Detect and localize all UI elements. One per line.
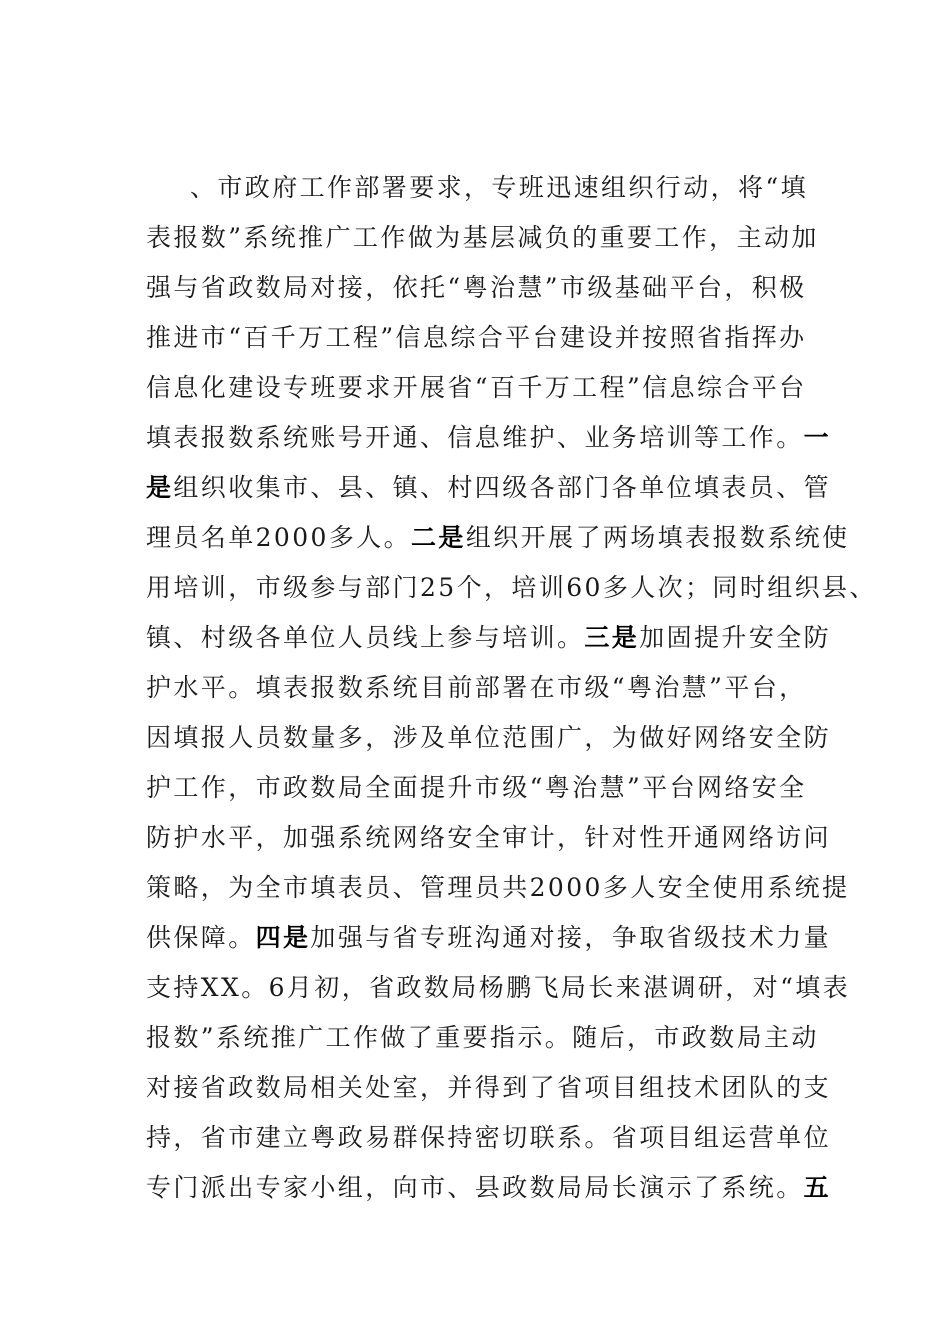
text-line-1 <box>190 171 808 205</box>
text-line-19 <box>146 1071 831 1105</box>
bold-marker: 二是 <box>411 523 466 552</box>
text-run: 加强与省专班沟通对接，争取省级技术力量 <box>310 923 832 952</box>
text-run: 镇、村级各单位人员线上参与培训。 <box>146 623 585 652</box>
text-line-2 <box>146 221 819 255</box>
text-run: 防护水平，加强系统网络安全审计，针对性开通网络访问 <box>146 823 832 852</box>
text-line-5 <box>146 371 807 405</box>
text-line-12 <box>146 721 831 755</box>
text-run: 对接省政数局相关处室，并得到了省项目组技术团队的支 <box>146 1073 832 1102</box>
text-run: 供保障。 <box>146 923 256 952</box>
text-line-15 <box>146 871 849 905</box>
text-run: 加固提升安全防 <box>639 623 832 652</box>
text-line-4 <box>146 321 807 355</box>
text-run: 表报数”系统推广工作做为基层减负的重要工作，主动加 <box>146 223 819 252</box>
bold-marker: 三是 <box>584 623 640 652</box>
text-line-11 <box>146 671 807 705</box>
text-line-20 <box>146 1121 831 1155</box>
text-run: 护工作，市政数局全面提升市级“粤治慧”平台网络安全 <box>146 773 807 802</box>
text-line-10 <box>146 621 831 655</box>
text-run: 推进市“百千万工程”信息综合平台建设并按照省指挥办 <box>146 323 807 352</box>
text-line-21 <box>146 1171 831 1205</box>
text-line-6 <box>146 421 831 455</box>
text-line-3 <box>146 271 807 305</box>
text-line-7 <box>146 471 831 505</box>
text-run: 用培训，市级参与部门25个，培训60多人次；同时组织县、 <box>146 573 877 602</box>
text-line-8 <box>146 521 849 555</box>
text-run: 组织开展了两场填表报数系统使 <box>465 523 850 552</box>
text-run: 支持XX。6月初，省政数局杨鹏飞局长来湛调研，对“填表 <box>146 973 851 1002</box>
text-run: 因填报人员数量多，涉及单位范围广，为做好网络安全防 <box>146 723 832 752</box>
text-run: 专门派出专家小组，向市、县政数局局长演示了系统。 <box>146 1173 804 1202</box>
text-run: 报数”系统推广工作做了重要指示。随后，市政数局主动 <box>146 1023 819 1052</box>
text-run: 策略，为全市填表员、管理员共2000多人安全使用系统提 <box>146 873 850 902</box>
text-line-16 <box>146 921 831 955</box>
text-run: 信息化建设专班要求开展省“百千万工程”信息综合平台 <box>146 373 807 402</box>
bold-marker: 五 <box>803 1173 832 1202</box>
text-run: 、市政府工作部署要求，专班迅速组织行动，将“填 <box>190 173 808 202</box>
text-line-9 <box>146 571 877 605</box>
text-run: 填表报数系统账号开通、信息维护、业务培训等工作。 <box>146 423 804 452</box>
text-line-14 <box>146 821 831 855</box>
text-line-13 <box>146 771 807 805</box>
text-run: 护水平。填表报数系统目前部署在市级“粤治慧”平台， <box>146 673 807 702</box>
text-line-18 <box>146 1021 819 1055</box>
text-run: 组织收集市、县、镇、村四级各部门各单位填表员、管 <box>173 473 832 502</box>
text-run: 理员名单2000多人。 <box>146 523 412 552</box>
bold-marker: 一 <box>803 423 832 452</box>
bold-marker: 是 <box>146 473 174 502</box>
text-run: 持，省市建立粤政易群保持密切联系。省项目组运营单位 <box>146 1123 832 1152</box>
bold-marker: 四是 <box>255 923 311 952</box>
text-run: 强与省政数局对接，依托“粤治慧”市级基础平台，积极 <box>146 273 807 302</box>
text-line-17 <box>146 971 850 1005</box>
